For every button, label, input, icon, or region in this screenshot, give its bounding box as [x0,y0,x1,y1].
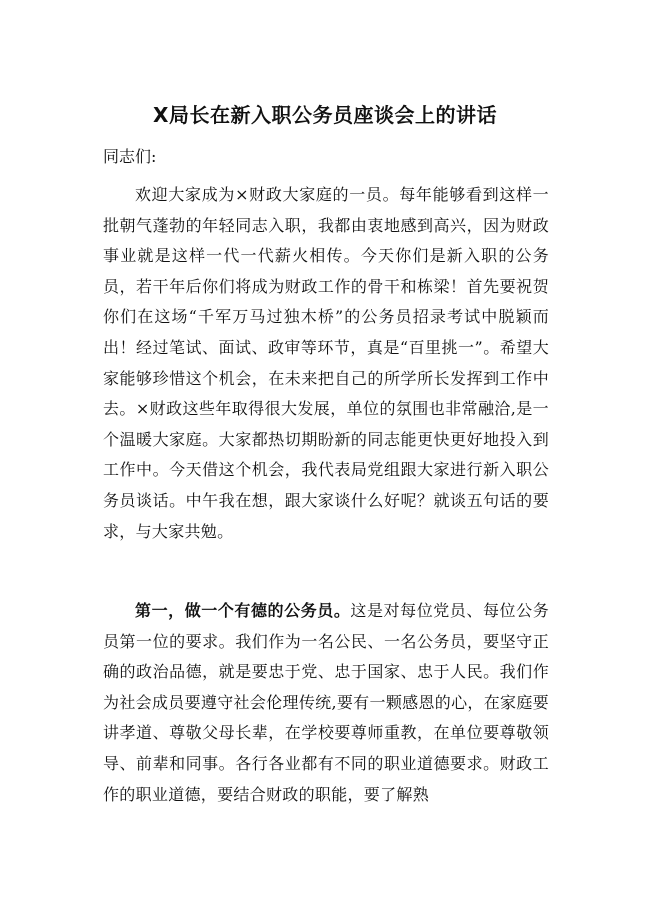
document-title: X局长在新入职公务员座谈会上的讲话 [153,103,497,127]
salutation: 同志们: [103,147,157,166]
paragraph-welcome [103,180,549,547]
paragraph-first-requirement [103,596,549,810]
paragraph-text: 欢迎大家成为×财政大家庭的一员。每年能够看到这样一批朝气蓬勃的年轻同志入职，我都由衷地感到高兴，因为财政事业就是这样一代一代薪火相传。今天你们是新入职的公务员，若干年后你们将成为财政工作的骨干和栋梁！首先要祝贺你们在这场“千军万马过独木桥”的公务员招录考试中脱颖而出！经过笔试、面试、政审等环节，真是“百里挑一”。希望大家能够珍惜这个机会，在未来把自己的所学所长发挥到工作中去。×财政这些年取得很大发展，单位的氛围也非常融洽,是一个温暖大家庭。大家都热切期盼新的同志能更快更好地投入到工作中。今天借这个机会，我代表局党组跟大家进行新入职公务员谈话。中午我在想，跟大家谈什么好呢？就谈五句话的要求，与大家共勉。 [103,185,549,541]
paragraph-text: 这是对每位党员、每位公务员第一位的要求。我们作为一名公民、一名公务员，要坚守正确的政治品德，就是要忠于党、忠于国家、忠于人民。我们作为社会成员要遵守社会伦理传统,要有一颗感恩的心，在家庭要讲孝道、尊敬父母长辈，在学校要尊师重教，在单位要尊敬领导、前辈和同事。各行各业都有不同的职业道德要求。财政工作的职业道德，要结合财政的职能，要了解熟 [103,601,549,804]
paragraph-lead: 第一，做一个有德的公务员。 [135,601,351,620]
